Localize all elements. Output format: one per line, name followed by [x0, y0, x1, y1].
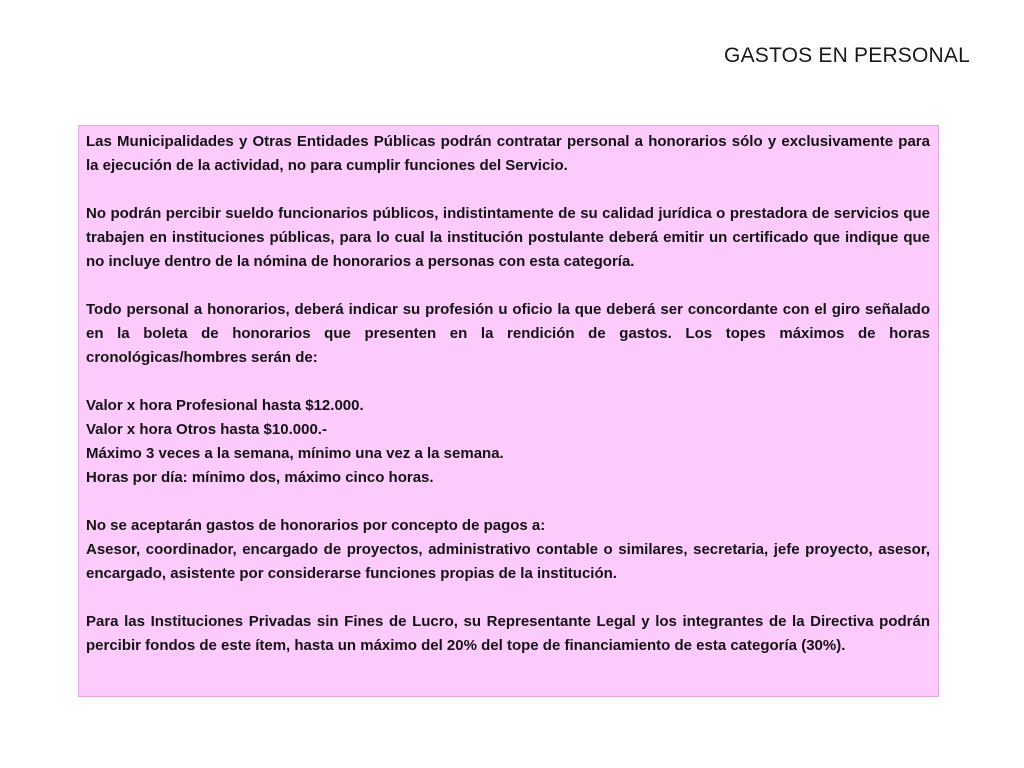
- paragraph-instituciones-privadas: Para las Instituciones Privadas sin Fines de Lucro, su Representante Legal y los integrantes de la Directiva podrán percibir fondos de este ítem, hasta un máximo del 20% del tope de financiamiento de esta categoría (30%).: [86, 613, 930, 654]
- paragraph-funcionarios-publicos: No podrán percibir sueldo funcionarios públicos, indistintamente de su calidad jurídica o prestadora de servicios que trabajen en instituciones públicas, para lo cual la institución postulante deberá emitir un certificado que indique que no incluye dentro de la nómina de honorarios a personas con esta categoría.: [86, 205, 930, 270]
- paragraph-personal-honorarios: Todo personal a honorarios, deberá indicar su profesión u oficio la que deberá ser concordante con el giro señalado en la boleta de honorarios que presenten en la rendición de gastos. Los topes máximos de horas cronológicas/hombres serán de:: [86, 301, 930, 366]
- rate-hours-per-day: Horas por día: mínimo dos, máximo cinco horas.: [86, 469, 434, 486]
- content-box: [78, 125, 939, 697]
- rates-list: [86, 394, 930, 490]
- rate-professional: Valor x hora Profesional hasta $12.000.: [86, 397, 364, 414]
- paragraph-municipalidades: Las Municipalidades y Otras Entidades Públicas podrán contratar personal a honorarios sólo y exclusivamente para la ejecución de la actividad, no para cumplir funciones del Servicio.: [86, 133, 930, 174]
- slide-title: GASTOS EN PERSONAL: [724, 44, 970, 67]
- rate-others: Valor x hora Otros hasta $10.000.-: [86, 421, 327, 438]
- excluded-payments-body: Asesor, coordinador, encargado de proyectos, administrativo contable o similares, secretaria, jefe proyecto, asesor, encargado, asistente por considerarse funciones propias de la institución.: [86, 541, 930, 582]
- rate-frequency: Máximo 3 veces a la semana, mínimo una vez a la semana.: [86, 445, 504, 462]
- excluded-payments-heading: No se aceptarán gastos de honorarios por concepto de pagos a:: [86, 517, 546, 534]
- excluded-payments: [86, 514, 930, 586]
